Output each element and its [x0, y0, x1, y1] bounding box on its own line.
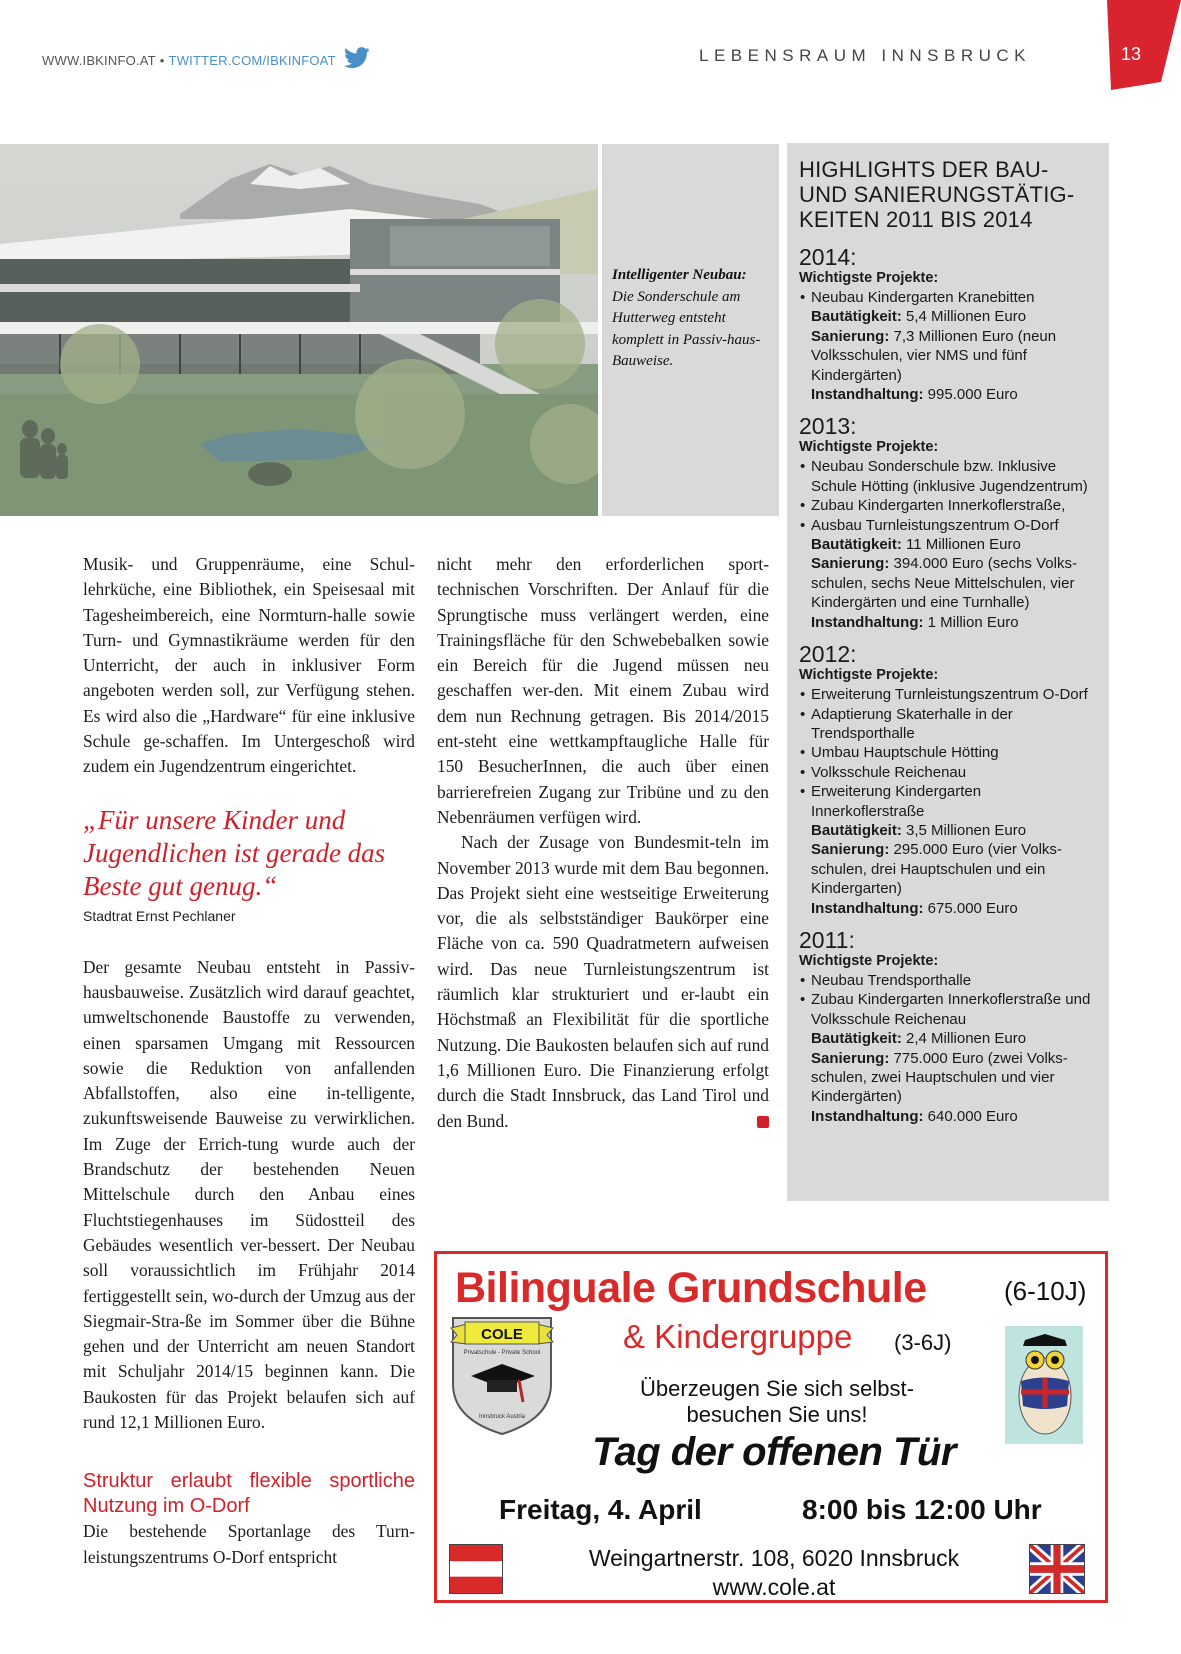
ad-title: Bilinguale Grundschule [455, 1264, 927, 1312]
instandhaltung: Instandhaltung: 675.000 Euro [811, 899, 1018, 917]
quote-author: Stadtrat Ernst Pechlaner [83, 907, 236, 924]
project-item: • Neubau Trendsporthalle [799, 971, 1097, 990]
highlights-title: HIGHLIGHTS DER BAU- UND SANIERUNGSTÄTIG- KEITEN 2011 BIS 2014 [799, 157, 1075, 232]
subheading: Struktur erlaubt flexible sportliche Nutzung im O-Dorf [83, 1470, 415, 1518]
end-mark-icon [757, 1116, 769, 1128]
ad-headline: Tag der offenen Tür [592, 1430, 956, 1474]
paragraph: Nach der Zusage von Bundesmit-teln im November 2013 wurde mit dem Bau begonnen. Das Projekt sieht eine westseitige Erweiterung vor, die als selbstständiger Baukörper eine Fläche von ca. 590 Quadratmetern aufweisen wird. Das neue Turnleistungszentrum ist räumlich klar strukturiert und er-laubt ein Höchstmaß an Flexibilität für die sportliche Nutzung. Die Baukosten belaufen sich auf rund 1,6 Millionen Euro. Die Finanzierung erfolgt durch die Stadt Innsbruck, das Land Tirol und den Bund. [437, 832, 769, 1131]
project-list [799, 288, 1097, 307]
paragraph: Der gesamte Neubau entsteht in Passiv-hausbauweise. Zusätzlich wird darauf geachtet, umweltschonende Baustoffe zu verwenden, einen sparsamen Umgang mit Ressourcen sowie die Reduktion von anfallenden Abfallstoffen, also eine in-telligente, zukunftsweisende Bauweise zu verwirklichen. Im Zuge der Errich-tung wurde auch der Brandschutz der bestehenden Neuen Mittelschule durch den Anbau eines Fluchtstiegenhauses im Südostteil des Gebäudes wesentlich ver-bessert. Der Neubau soll voraussichtlich im Frühjahr 2014 fertiggestellt sein, wo-durch der Umzug aus der Siegmair-Stra-ße im Sommer über die Bühne gehen und der Unterricht am neuen Standort mit Schuljahr 2014/15 beginnen kann. Die Baukosten für das Projekt belaufen sich auf rund 12,1 Millionen Euro. [83, 956, 415, 1433]
project-item: • Volksschule Reichenau [799, 763, 1097, 782]
pull-quote: „Für unsere Kinder und Jugendlichen ist gerade das Beste gut genug.“ [83, 804, 386, 901]
ad-title-age: (6-10J) [1004, 1276, 1087, 1306]
ad-subtitle: & Kindergruppe [623, 1318, 853, 1355]
article-column-1 [83, 552, 415, 1570]
svg-text:Privatschule - Private School: Privatschule - Private School [463, 1350, 541, 1356]
article-column-2 [437, 552, 769, 1134]
section-title: LEBENSRAUM INNSBRUCK [699, 46, 1031, 65]
paragraph: nicht mehr den erforderlichen sport-technischen Vorschriften. Der Anlauf für die Sprungtische muss verlängert werden, eine Trainingsfläche für den Schwebebalken sowie ein Bereich für die Jugend müssen neu geschaffen wer-den. Mit einem Zubau wird dem nun Rechnung getragen. Bis 2014/2015 ent-steht eine wettkampftaugliche Halle für 150 BesucherInnen, die auch über einen barrierefreien Zugang zur Tribüne und zu den Nebenräumen verfügen wird. [437, 554, 769, 827]
paragraph: Die bestehende Sportanlage des Turn-leistungszentrums O-Dorf entspricht [83, 1521, 415, 1567]
svg-text:Innsbruck Austria: Innsbruck Austria [478, 1414, 526, 1420]
year-heading: 2013: [799, 413, 857, 440]
year-block-2011 [799, 928, 1097, 1126]
instandhaltung: Instandhaltung: 640.000 Euro [811, 1107, 1018, 1125]
year-heading: 2011: [799, 926, 855, 953]
year-block-2014 [799, 245, 1097, 404]
year-block-2013 [799, 414, 1097, 632]
year-heading: 2014: [799, 244, 857, 270]
austria-flag-icon [449, 1544, 503, 1594]
paragraph: Musik- und Gruppenräume, eine Schul-lehrküche, eine Bibliothek, ein Speisesaal mit Tagesheimbereich, eine Normturn-halle sowie Turn- und Gymnastikräume werden für den Unterricht, der auch in inklusiver Form angeboten werden soll, zur Verfügung stehen. Es wird also die „Hardware“ für eine inklusive Schule ge-schaffen. Im Untergeschoß wird zudem ein Jugendzentrum eingerichtet. [83, 554, 415, 777]
page-number: 13 [1120, 44, 1142, 64]
bautaetigkeit: Bautätigkeit: 11 Millionen Euro [811, 536, 1021, 554]
ad-subtitle-age: (3-6J) [894, 1330, 952, 1355]
bautaetigkeit: Bautätigkeit: 5,4 Millionen Euro [811, 308, 1027, 326]
caption-bold: Intelligenter Neubau: [612, 267, 747, 283]
projects-label: Wichtigste Projekte: [799, 439, 939, 456]
twitter-link[interactable]: TWITTER.COM/IBKINFOAT [168, 52, 336, 68]
sanierung: Sanierung: 394.000 Euro (sechs Volks-schulen, sechs Neue Mittelschulen, vier Kindergärten und eine Turnhalle) [811, 555, 1077, 612]
projects-label: Wichtigste Projekte: [799, 667, 939, 684]
building-rendering-image [0, 144, 598, 516]
projects-label: Wichtigste Projekte: [799, 952, 939, 969]
instandhaltung: Instandhaltung: 1 Million Euro [811, 613, 1019, 631]
uk-flag-icon [1029, 1544, 1085, 1594]
projects-label: Wichtigste Projekte: [799, 270, 939, 286]
sanierung: Sanierung: 7,3 Millionen Euro (neun Volksschulen, vier NMS und fünf Kindergärten) [811, 327, 1057, 384]
year-block-2012 [799, 642, 1097, 918]
twitter-bird-icon[interactable] [344, 46, 370, 70]
project-item: • Neubau Kindergarten Kranebitten [799, 288, 1097, 307]
project-list [799, 971, 1097, 1029]
ad-website-link[interactable]: www.cole.at [712, 1574, 836, 1600]
cole-crest-icon [449, 1314, 555, 1436]
project-list [799, 685, 1097, 821]
project-item: • Zubau Kindergarten Innerkoflerstraße und Volksschule Reichenau [799, 990, 1097, 1029]
project-item: • Adaptierung Skaterhalle in der Trendsporthalle [799, 705, 1097, 744]
separator: • [159, 52, 165, 68]
ad-time: 8:00 bis 12:00 Uhr [802, 1494, 1042, 1525]
project-item: • Neubau Sonderschule bzw. Inklusive Schule Hötting (inklusive Jugendzentrum) [799, 457, 1097, 496]
ad-tagline: Überzeugen Sie sich selbst- besuchen Sie uns! [640, 1376, 914, 1427]
svg-text:COLE: COLE [481, 1326, 523, 1343]
project-item: • Zubau Kindergarten Innerkoflerstraße, [799, 496, 1097, 515]
instandhaltung: Instandhaltung: 995.000 Euro [811, 386, 1018, 404]
year-heading: 2012: [799, 641, 857, 668]
sanierung: Sanierung: 775.000 Euro (zwei Volks-schulen, zwei Hauptschulen und vier Kindergärten) [811, 1049, 1068, 1106]
bautaetigkeit: Bautätigkeit: 2,4 Millionen Euro [811, 1030, 1027, 1048]
project-item: • Umbau Hauptschule Hötting [799, 743, 1097, 762]
highlights-box [787, 143, 1109, 1201]
project-item: • Erweiterung Kindergarten Innerkoflerstraße [799, 782, 1097, 821]
website-link[interactable]: WWW.IBKINFO.AT [42, 52, 156, 68]
owl-mascot-icon [1005, 1326, 1083, 1444]
image-caption [612, 265, 762, 373]
sanierung: Sanierung: 295.000 Euro (vier Volks-schulen, drei Hauptschulen und ein Kindergarten) [811, 841, 1062, 898]
project-list [799, 457, 1097, 535]
bautaetigkeit: Bautätigkeit: 3,5 Millionen Euro [811, 821, 1027, 839]
school-advertisement[interactable] [434, 1251, 1108, 1603]
project-item: • Erweiterung Turnleistungszentrum O-Dorf [799, 685, 1097, 704]
project-item: • Ausbau Turnleistungszentrum O-Dorf [799, 516, 1097, 535]
ad-date: Freitag, 4. April [499, 1494, 702, 1525]
ad-address-block [437, 1544, 1111, 1602]
ad-address: Weingartnerstr. 108, 6020 Innsbruck [588, 1545, 960, 1571]
caption-text: Die Sonderschule am Hutterweg entsteht komplett in Passiv-haus-Bauweise. [612, 288, 761, 369]
header-links [42, 50, 370, 70]
